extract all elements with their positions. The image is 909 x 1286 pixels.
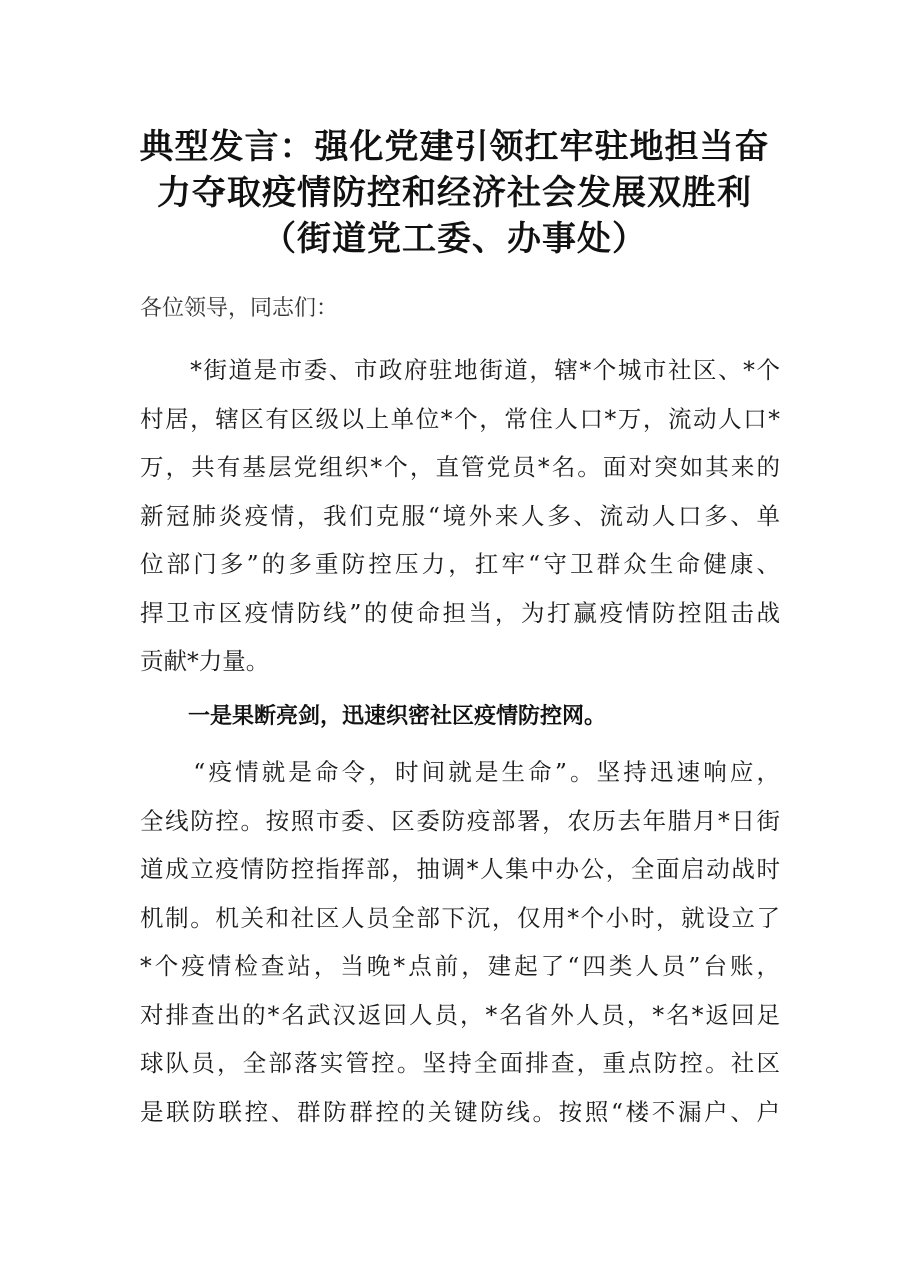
paragraph-1-line: 村居，辖区有区级以上单位*个，常住人口*万，流动人口* xyxy=(140,404,780,433)
salutation: 各位领导，同志们： xyxy=(140,296,339,321)
paragraph-2 xyxy=(140,748,780,1136)
paragraph-2-line: 对排查出的*名武汉返回人员，*名省外人员，*名*返回足 xyxy=(140,1000,780,1029)
title-line-1: 典型发言：强化党建引领扛牢驻地担当奋 xyxy=(139,127,770,167)
paragraph-2-line: 是联防联控、群防群控的关键防线。按照“楼不漏户、户 xyxy=(140,1097,780,1126)
paragraph-2-line: 球队员，全部落实管控。坚持全面排查，重点防控。社区 xyxy=(140,1049,780,1077)
section-heading-1: 一是果断亮剑，迅速织密社区疫情防控网。 xyxy=(188,703,607,729)
title-line-2: 力夺取疫情防控和经济社会发展双胜利 xyxy=(157,173,752,213)
paragraph-1-line: *街道是市委、市政府驻地街道，辖*个城市社区、*个 xyxy=(140,356,780,384)
document-title xyxy=(110,124,799,262)
paragraph-1-line: 新冠肺炎疫情，我们克服“境外来人多、流动人口多、单 xyxy=(140,501,780,530)
paragraph-1-line: 贡献*力量。 xyxy=(140,647,270,675)
paragraph-1-line: 位部门多”的多重防控压力，扛牢“守卫群众生命健康、 xyxy=(140,550,780,578)
paragraph-2-line: 机制。机关和社区人员全部下沉，仅用*个小时，就设立了 xyxy=(140,903,780,932)
paragraph-2-line: 道成立疫情防控指挥部，抽调*人集中办公，全面启动战时 xyxy=(140,855,780,883)
paragraph-2-line: “疫情就是命令，时间就是生命”。坚持迅速响应， xyxy=(140,758,780,786)
paragraph-1-line: 捍卫市区疫情防线”的使命担当，为打赢疫情防控阻击战 xyxy=(140,598,780,627)
paragraph-2-line: *个疫情检查站，当晚*点前，建起了“四类人员”台账， xyxy=(140,952,780,980)
title-line-3: （街道党工委、办事处） xyxy=(262,219,647,259)
paragraph-1 xyxy=(140,346,780,686)
paragraph-2-line: 全线防控。按照市委、区委防疫部署，农历去年腊月*日街 xyxy=(140,806,780,835)
paragraph-1-line: 万，共有基层党组织*个，直管党员*名。面对突如其来的 xyxy=(140,453,780,481)
